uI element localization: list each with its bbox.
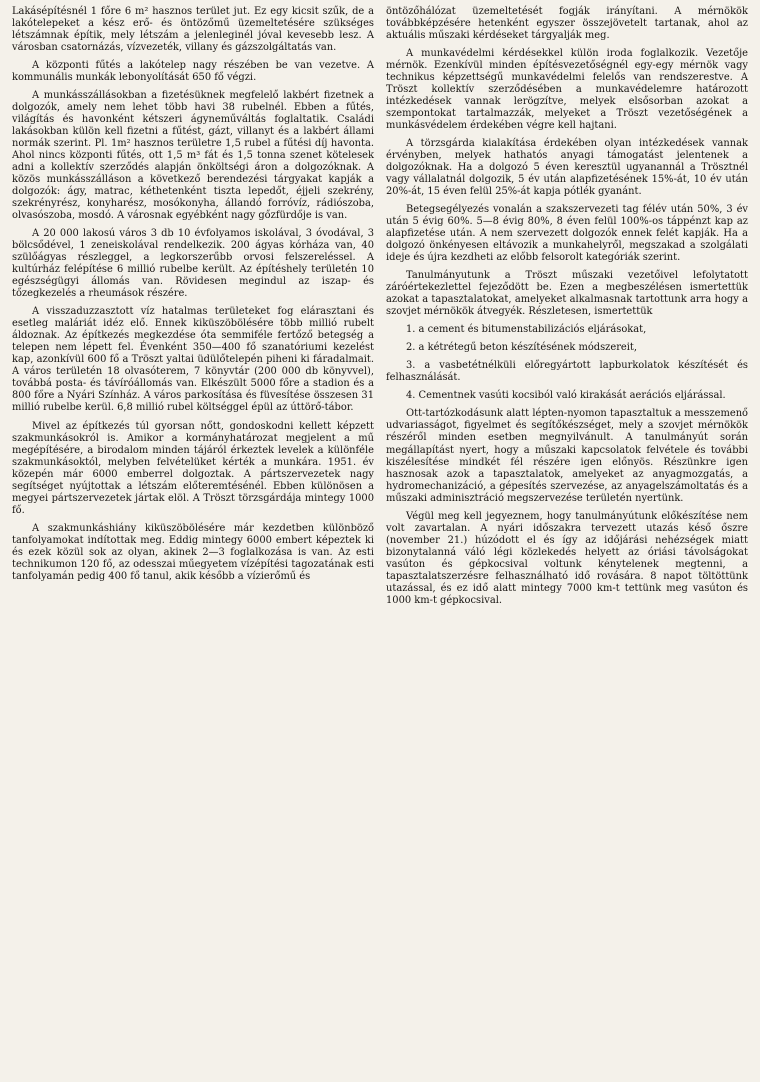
- paragraph: A szakmunkáshiány kiküszöbölésére már kezdetben különböző tanfolyamokat indítottak meg. Eddig mintegy 6000 embert képeztek ki és ezek közül sok az olyan, akinek 2—3 foglalkozása is van. Az esti technikumon 120 fő, az odesszai műegyetem vízépítési tagozatának esti tanfolyamán pedig 400 fő tanul, akik később a vízierőmű és: [12, 522, 374, 582]
- paragraph: Tanulmányutunk a Tröszt műszaki vezetőivel lefolytatott záróértekezlettel fejeződött be. Ezen a megbeszélésen ismertettük azokat a tapasztalatokat, amelyeket alkalmasnak tartottunk arra hogy a szovjet mérnökök átvegyék. Részletesen, ismertettük: [386, 270, 748, 318]
- list-item: 1. a cement és bitumenstabilizációs eljárásokat,: [406, 324, 647, 336]
- right-column: [386, 6, 748, 1082]
- list-item: 2. a kétrétegű beton készítésének módszereit,: [406, 342, 638, 354]
- left-column: [12, 6, 374, 1082]
- list-item: 3. a vasbetétnélküli előregyártott lapburkolatok készítését és felhasználását.: [386, 360, 748, 384]
- list-item: 4. Cementnek vasúti kocsiból való kirakását aerációs eljárással.: [406, 390, 726, 402]
- paragraph: Végül meg kell jegyeznem, hogy tanulmányútunk előkészítése nem volt zavartalan. A nyári időszakra tervezett utazás késő őszre (november 21.) húzódott el és így az időjárási nehézségek miatt bizonytalanná váló légi közlekedés helyett az óriási távolságokat vasúton és gépkocsival voltunk kénytelenek megtenni, a tapasztalatszerzésre felhasználható idő rovására. 8 napot töltöttünk utazással, és ez idő alatt mintegy 7000 km-t tettünk meg vasúton és 1000 km-t gépkocsival.: [386, 510, 748, 606]
- paragraph: A munkásszállásokban a fizetésüknek megfelelő lakbért fizetnek a dolgozók, amely nem lehet több havi 38 rubelnél. Ebben a fűtés, világítás és havonként kétszeri ágyneműváltás foglaltatik. Családi lakásokban külön kell fizetni a fűtést, gázt, villanyt és a lakbért állami normák szerint. Pl. 1m² hasznos területre 1,5 rubel a fűtési díj havonta. Ahol nincs központi fűtés, ott 1,5 m³ fát és 1,5 tonna szenet kötelesek adni a kollektív szerződés alapján önköltségi áron a dolgozóknak. A közös munkásszálláson a következő berendezési tárgyakat kapják a dolgozók: ágy, matrac, kéthetenként tiszta lepedőt, éjjeli szekrény, szekrényrész, konyharész, mosókonyha, állandó forróvíz, rádiószoba, olvasószoba, mosdó. A városnak egyébként nagy gőzfürdője is van.: [12, 90, 374, 222]
- paragraph: Betegsegélyezés vonalán a szakszervezeti tag félév után 50%, 3 év után 5 évig 60%. 5—8 évig 80%, 8 éven felül 100%-os táppénzt kap az alapfizetése után. A nem szervezett dolgozók ennek felét kapják. Ha a dolgozó önkényesen eltávozik a munkahelyről, megszakad a szolgálati ideje és újra kezdheti az előbb felsorolt kategóriák szerint.: [386, 204, 748, 264]
- paragraph: A központi fűtés a lakótelep nagy részében be van vezetve. A kommunális munkák lebonyolítását 650 fő végzi.: [12, 60, 374, 84]
- paragraph: Lakásépítésnél 1 főre 6 m² hasznos terület jut. Ez egy kicsit szűk, de a lakótelepeket a kész erő- és öntözőmű üzemeltetésére szükséges létszámnak építik, mely létszám a jelenleginél jóval kevesebb lesz. A városban csatornázás, vízvezeték, villany és gázszolgáltatás van.: [12, 6, 374, 54]
- paragraph: A munkavédelmi kérdésekkel külön iroda foglalkozik. Vezetője mérnök. Ezenkívül minden építésvezetőségnél egy-egy mérnök vagy technikus képzettségű munkavédelmi felelős van rendszerestve. A Tröszt kollektív szerződésében a munkavédelemre határozott intézkedések vannak lerögzítve, melyek elsősorban azokat a szempontokat tartalmazzák, melyeket a Tröszt vezetőségének a munkásvédelem érdekében végre kell hajtani.: [386, 48, 748, 132]
- paragraph: A 20 000 lakosú város 3 db 10 évfolyamos iskolával, 3 óvodával, 3 bölcsődével, 1 zeneiskolával rendelkezik. 200 ágyas kórháza van, 40 szülőágyas részleggel, a legkorszerűbb orvosi felszereléssel. A kultúrház felépítése 6 millió rubelbe került. Az építéshely területén 10 egészségügyi állomás van. Rövidesen megindul az iszap- és tőzegkezelés a rheumások részére.: [12, 228, 374, 300]
- paragraph: A törzsgárda kialakítása érdekében olyan intézkedések vannak érvényben, melyek hathatós anyagi támogatást jelentenek a dolgozóknak. Ha a dolgozó 5 éven keresztül ugyanannál a Trösztnél vagy vállalatnál dolgozik, 5 év után alapfizetésének 15%-át, 10 év után 20%-át, 15 éven felül 25%-át kapja pótlék gyanánt.: [386, 138, 748, 198]
- paragraph: Mivel az építkezés túl gyorsan nőtt, gondoskodni kellett képzett szakmunkásokról is. Amikor a kormányhatározat megjelent a mű megépítésére, a birodalom minden tájáról érkeztek levelek a különféle szakmunkásoktól, melyben felvételüket kérték a munkára. 1951. év közepén már 6000 emberrel dolgoztak. A pártszervezetek nagy segítséget nyújtottak a létszám előteremtésénél. Ebben különösen a megyei pártszervezetek jártak elöl. A Tröszt törzsgárdája mintegy 1000 fő.: [12, 420, 374, 516]
- paragraph: A visszaduzzasztott víz hatalmas területeket fog elárasztani és esetleg maláriát idéz elő. Ennek kiküszöbölésére több millió rubelt áldoznak. Az építkezés megkezdése óta semmiféle fertőző betegség a telepen nem lépett fel. Évenként 350—400 fő szanatóriumi kezelést kap, azonkívül 600 fő a Tröszt yaltai üdülőtelepén piheni ki fáradalmait. A város területén 18 olvasóterem, 7 könyvtár (200 000 db könyvvel), továbbá posta- és távíróállomás van. Elkészült 5000 főre a stadion és a 800 főre a Nyári Színház. A város parkosítása és füvesítése összesen 31 millió rubelbe kerül. 6,8 millió rubel költséggel épül az úttörő-tábor.: [12, 306, 374, 414]
- paragraph: Ott-tartózkodásunk alatt lépten-nyomon tapasztaltuk a messzemenő udvariasságot, figyelmet és segítőkészséget, mely a szovjet mérnökök részéről minden esetben megnyilvánult. A tanulmányút során megállapítást nyert, hogy a műszaki kapcsolatok felvétele és további kiszélesítése mindkét fél részére igen előnyös. Részünkre igen hasznosak azok a tapasztalatok, amelyeket az anyagmozgatás, a hydromechanizáció, a gépesítés szervezése, az anyagelszámoltatás és a műszaki adminisztráció megszervezése területén nyertünk.: [386, 408, 748, 504]
- paragraph: öntözőhálózat üzemeltetését fogják irányítani. A mérnökök továbbképzésére hetenként egyszer összejövetelt tartanak, ahol az aktuális műszaki kérdéseket tárgyalják meg.: [386, 6, 748, 42]
